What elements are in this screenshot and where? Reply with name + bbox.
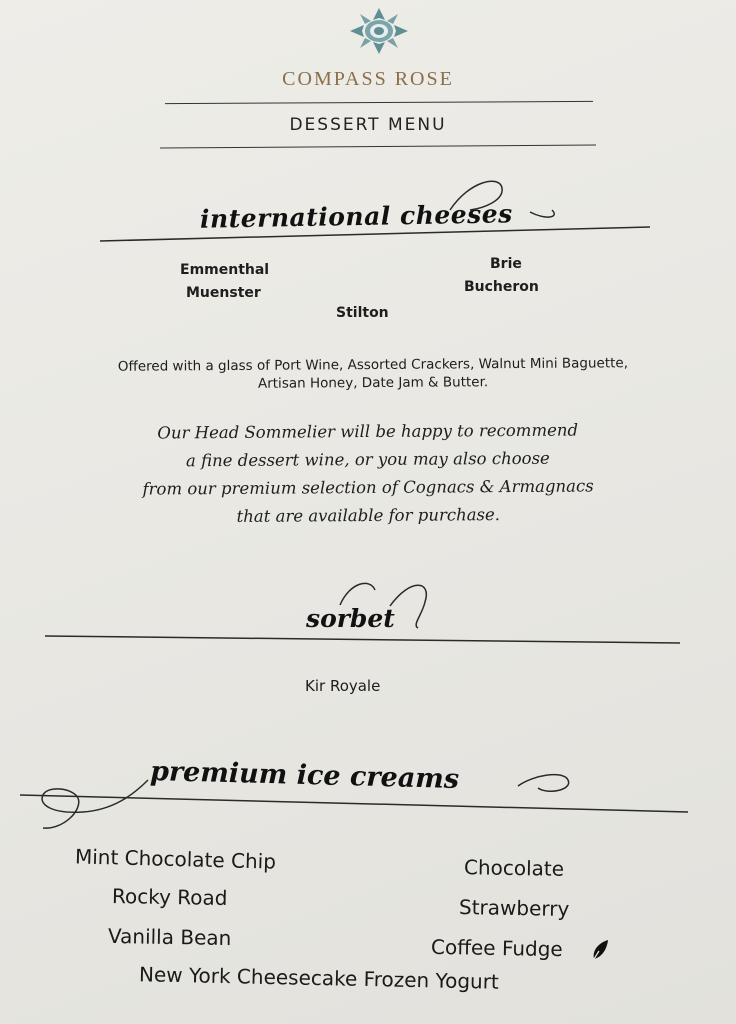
menu-title: DESSERT MENU (289, 115, 447, 135)
vegetarian-leaf-icon (590, 937, 612, 963)
ice-cream-item: Chocolate (463, 855, 565, 881)
ice-cream-item: New York Cheesecake Frozen Yogurt (138, 962, 500, 994)
header-bottom-rule (160, 144, 596, 148)
ice-cream-item: Coffee Fudge (430, 934, 563, 962)
sommelier-note-line: Our Head Sommelier will be happy to recommend (157, 420, 579, 443)
sommelier-note (80, 416, 657, 532)
ice-cream-item: Rocky Road (111, 883, 228, 911)
cheese-item: Bucheron (464, 279, 539, 295)
cheese-item: Stilton (336, 305, 389, 321)
sorbet-item: Kir Royale (305, 677, 381, 695)
cheese-item: Emmenthal (180, 262, 270, 278)
brand-name: COMPASS ROSE (282, 68, 454, 90)
sommelier-note-line: from our premium selection of Cognacs & Armagnacs (142, 476, 594, 499)
accompaniments-line: Offered with a glass of Port Wine, Assorted Crackers, Walnut Mini Baguette, (117, 355, 629, 375)
ice-creams-section-title: premium ice creams (149, 755, 460, 796)
cheeses-title-flourish (90, 170, 660, 250)
sorbet-section-title: sorbet (306, 604, 395, 633)
cheeses-accompaniments (20, 354, 726, 395)
ice-cream-item: Mint Chocolate Chip (74, 844, 277, 874)
accompaniments-line: Artisan Honey, Date Jam & Butter. (257, 374, 489, 392)
header-top-rule (165, 101, 593, 104)
ice-creams-title-flourish (18, 750, 698, 840)
ice-cream-item: Strawberry (458, 895, 570, 921)
sorbet-title-flourish (40, 570, 690, 660)
compass-rose-logo-icon (348, 6, 410, 56)
ice-cream-item: Vanilla Bean (107, 923, 232, 951)
cheese-item: Muenster (186, 285, 261, 301)
cheese-item: Brie (490, 256, 522, 272)
sommelier-note-line: a fine dessert wine, or you may also choose (185, 448, 550, 471)
cheeses-section-title: international cheeses (199, 199, 513, 234)
sommelier-note-line: that are available for purchase. (236, 505, 501, 526)
